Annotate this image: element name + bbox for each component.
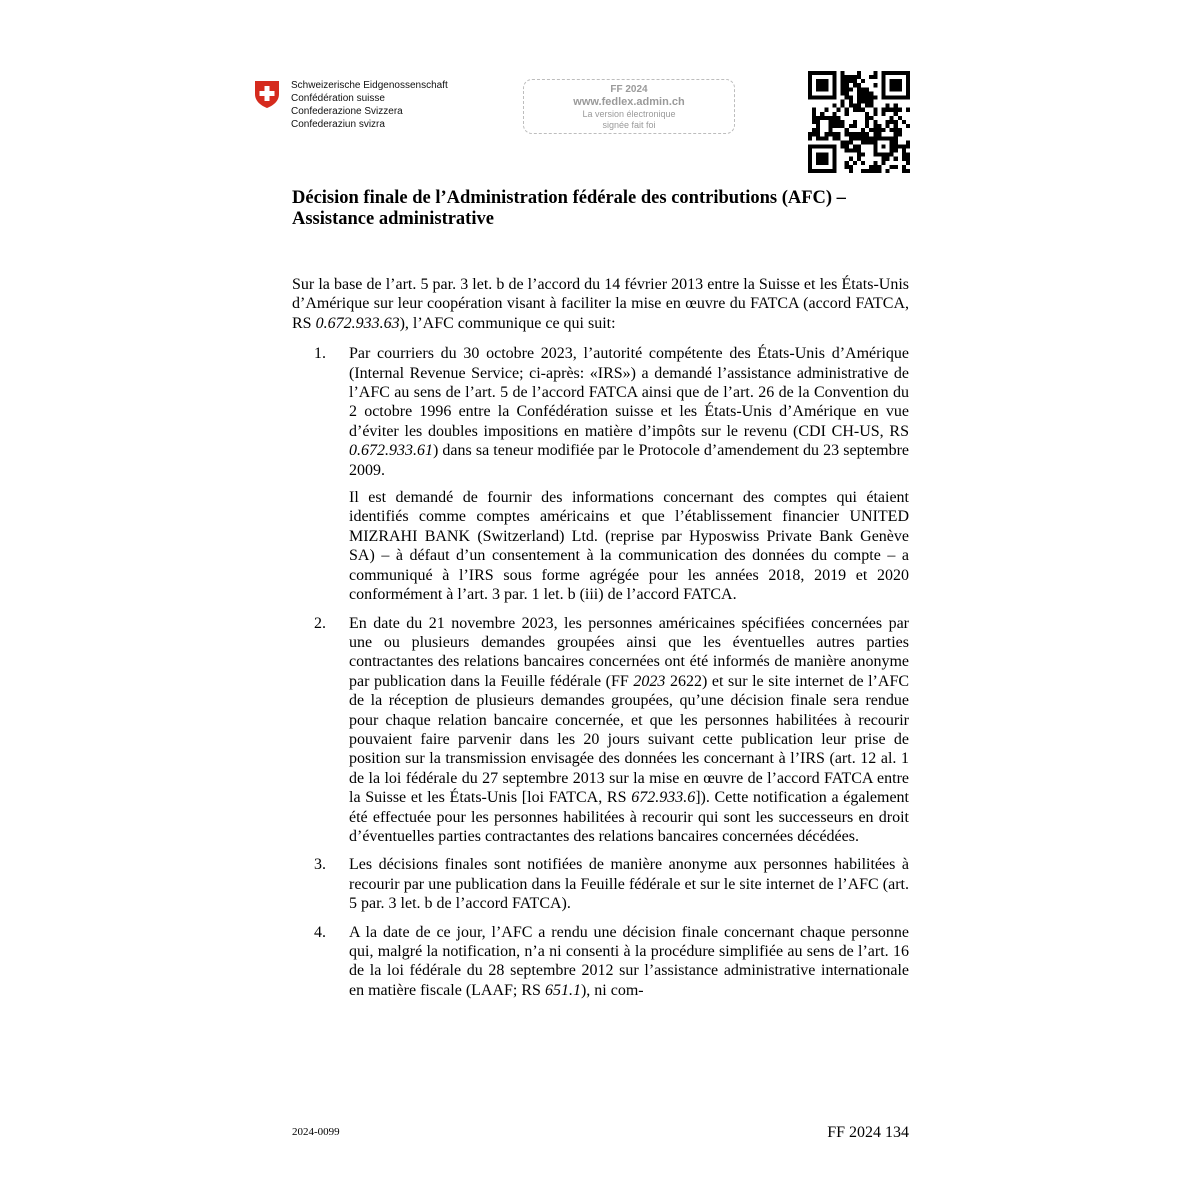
item-1-text-2: ) dans sa teneur modifiée par le Protocole d’amendement du 23 septembre 2009.	[349, 442, 909, 479]
item-4-text-2: ), ni com-	[580, 981, 644, 999]
item-1-paragraph-1	[349, 344, 909, 480]
confederation-name-block	[291, 79, 448, 131]
item-number: 1.	[314, 345, 326, 363]
document-number: 2024-0099	[292, 1126, 340, 1138]
document-body	[292, 275, 909, 1000]
confederation-line-it: Confederazione Svizzera	[291, 106, 403, 117]
page-reference: FF 2024 134	[827, 1124, 909, 1141]
item-4-paragraph	[349, 923, 909, 1001]
item-4-rs-ref: 651.1	[544, 981, 581, 999]
item-1-rs-ref: 0.672.933.61	[349, 442, 433, 460]
title-line-1: Décision finale de l’Administration fédérale des contributions (AFC) –	[292, 188, 846, 208]
item-2-text-2: 2622) et sur le site internet de l’AFC de la réception de plusieurs demandes groupées, qu’une décision finale sera rendue pour chaque relation bancaire concernée, et que les personnes habilitées à recourir pouvaient faire parvenir dans les 20 jours suivant cette publication leur prise de position sur la transmission envisagée des données les concernant à l’IRS (art. 12 al. 1 de la loi fédérale du 27 septembre 2013 sur la mise en œuvre de l’accord FATCA entre la Suisse et les États-Unis [loi FATCA, RS	[349, 672, 910, 807]
item-2-text-3: ]). Cette notification a également été effectuée pour les personnes habilitées à recourir qui sont les successeurs en droit d’éventuelles parties contractantes des relations bancaires concernées décédées.	[349, 789, 910, 845]
item-1-text-1: Par courriers du 30 octobre 2023, l’autorité compétente des États-Unis d’Amérique (Internal Revenue Service; ci-après: «IRS») a demandé l’assistance administrative de l’AFC au sens de l’art. 5 de l’accord FATCA ainsi que de l’art. 26 de la Convention du 2 octobre 1996 entre la Confédération suisse et les États-Unis d’Amérique en vue d’éviter les doubles impositions en matière d’impôts sur le revenu (CDI CH-US, RS	[349, 345, 909, 440]
item-number: 2.	[314, 614, 326, 632]
intro-text-1: Sur la base de l’art. 5 par. 3 let. b de l’accord du 14 février 2013 entre la Suisse et les États-Unis d’Amérique sur leur coopération visant à faciliter la mise en œuvre du FATCA (accord FATCA, RS	[292, 276, 909, 332]
list-item-4	[292, 923, 909, 1001]
stamp-issue: FF 2024	[610, 84, 648, 95]
intro-paragraph	[292, 275, 909, 333]
list-item-2	[292, 614, 909, 847]
list-item-3	[292, 855, 909, 913]
stamp-url: www.fedlex.admin.ch	[573, 96, 685, 108]
title-line-2: Assistance administrative	[292, 209, 494, 229]
intro-text-2: ), l’AFC communique ce qui suit:	[399, 314, 616, 332]
item-1-paragraph-2: Il est demandé de fournir des informations concernant des comptes qui étaient identifiés comme comptes américains et que l’établissement financier UNITED MIZRAHI BANK (Switzerland) Ltd. (reprise par Hyposwiss Private Bank Genève SA) – à défaut d’un consentement à la communication des données du compte – a communiqué à l’IRS sous forme agrégée pour les années 2018, 2019 et 2020 conformément à l’art. 3 par. 1 let. b (iii) de l’accord FATCA.	[349, 489, 909, 604]
electronic-signature-stamp	[523, 79, 735, 134]
swiss-cross-icon	[254, 80, 280, 109]
item-number: 3.	[314, 856, 326, 874]
intro-rs-ref: 0.672.933.63	[315, 314, 400, 332]
confederation-line-rm: Confederaziun svizra	[291, 119, 385, 130]
confederation-line-de: Schweizerische Eidgenossenschaft	[291, 80, 448, 91]
document-title	[292, 188, 912, 230]
item-number: 4.	[314, 923, 326, 941]
confederation-line-fr: Confédération suisse	[291, 93, 385, 104]
item-3-paragraph: Les décisions finales sont notifiées de manière anonyme aux personnes habilitées à recourir par une publication dans la Feuille fédérale et sur le site internet de l’AFC (art. 5 par. 3 let. b de l’accord FATCA).	[349, 856, 909, 913]
item-2-ff-year: 2023	[633, 672, 666, 690]
stamp-note-2: signée fait foi	[602, 120, 656, 130]
item-2-rs-ref: 672.933.6	[631, 789, 696, 807]
item-2-text-1: En date du 21 novembre 2023, les personnes américaines spécifiées concernées par une ou plusieurs demandes groupées ainsi que les éventuelles autres parties contractantes des relations bancaires concernées ont été informés de manière anonyme par publication dans la Feuille fédérale (FF	[349, 614, 909, 690]
item-4-text-1: A la date de ce jour, l’AFC a rendu une décision finale concernant chaque personne qui, malgré la notification, n’a ni consenti à la procédure simplifiée au sens de l’art. 16 de la loi fédérale du 28 septembre 2012 sur l’assistance administrative internationale en matière fiscale (LAAF; RS	[349, 923, 909, 999]
list-item-1	[292, 344, 909, 604]
stamp-note-1: La version électronique	[582, 109, 676, 119]
item-2-paragraph	[349, 614, 909, 847]
qr-code-icon	[808, 71, 910, 173]
